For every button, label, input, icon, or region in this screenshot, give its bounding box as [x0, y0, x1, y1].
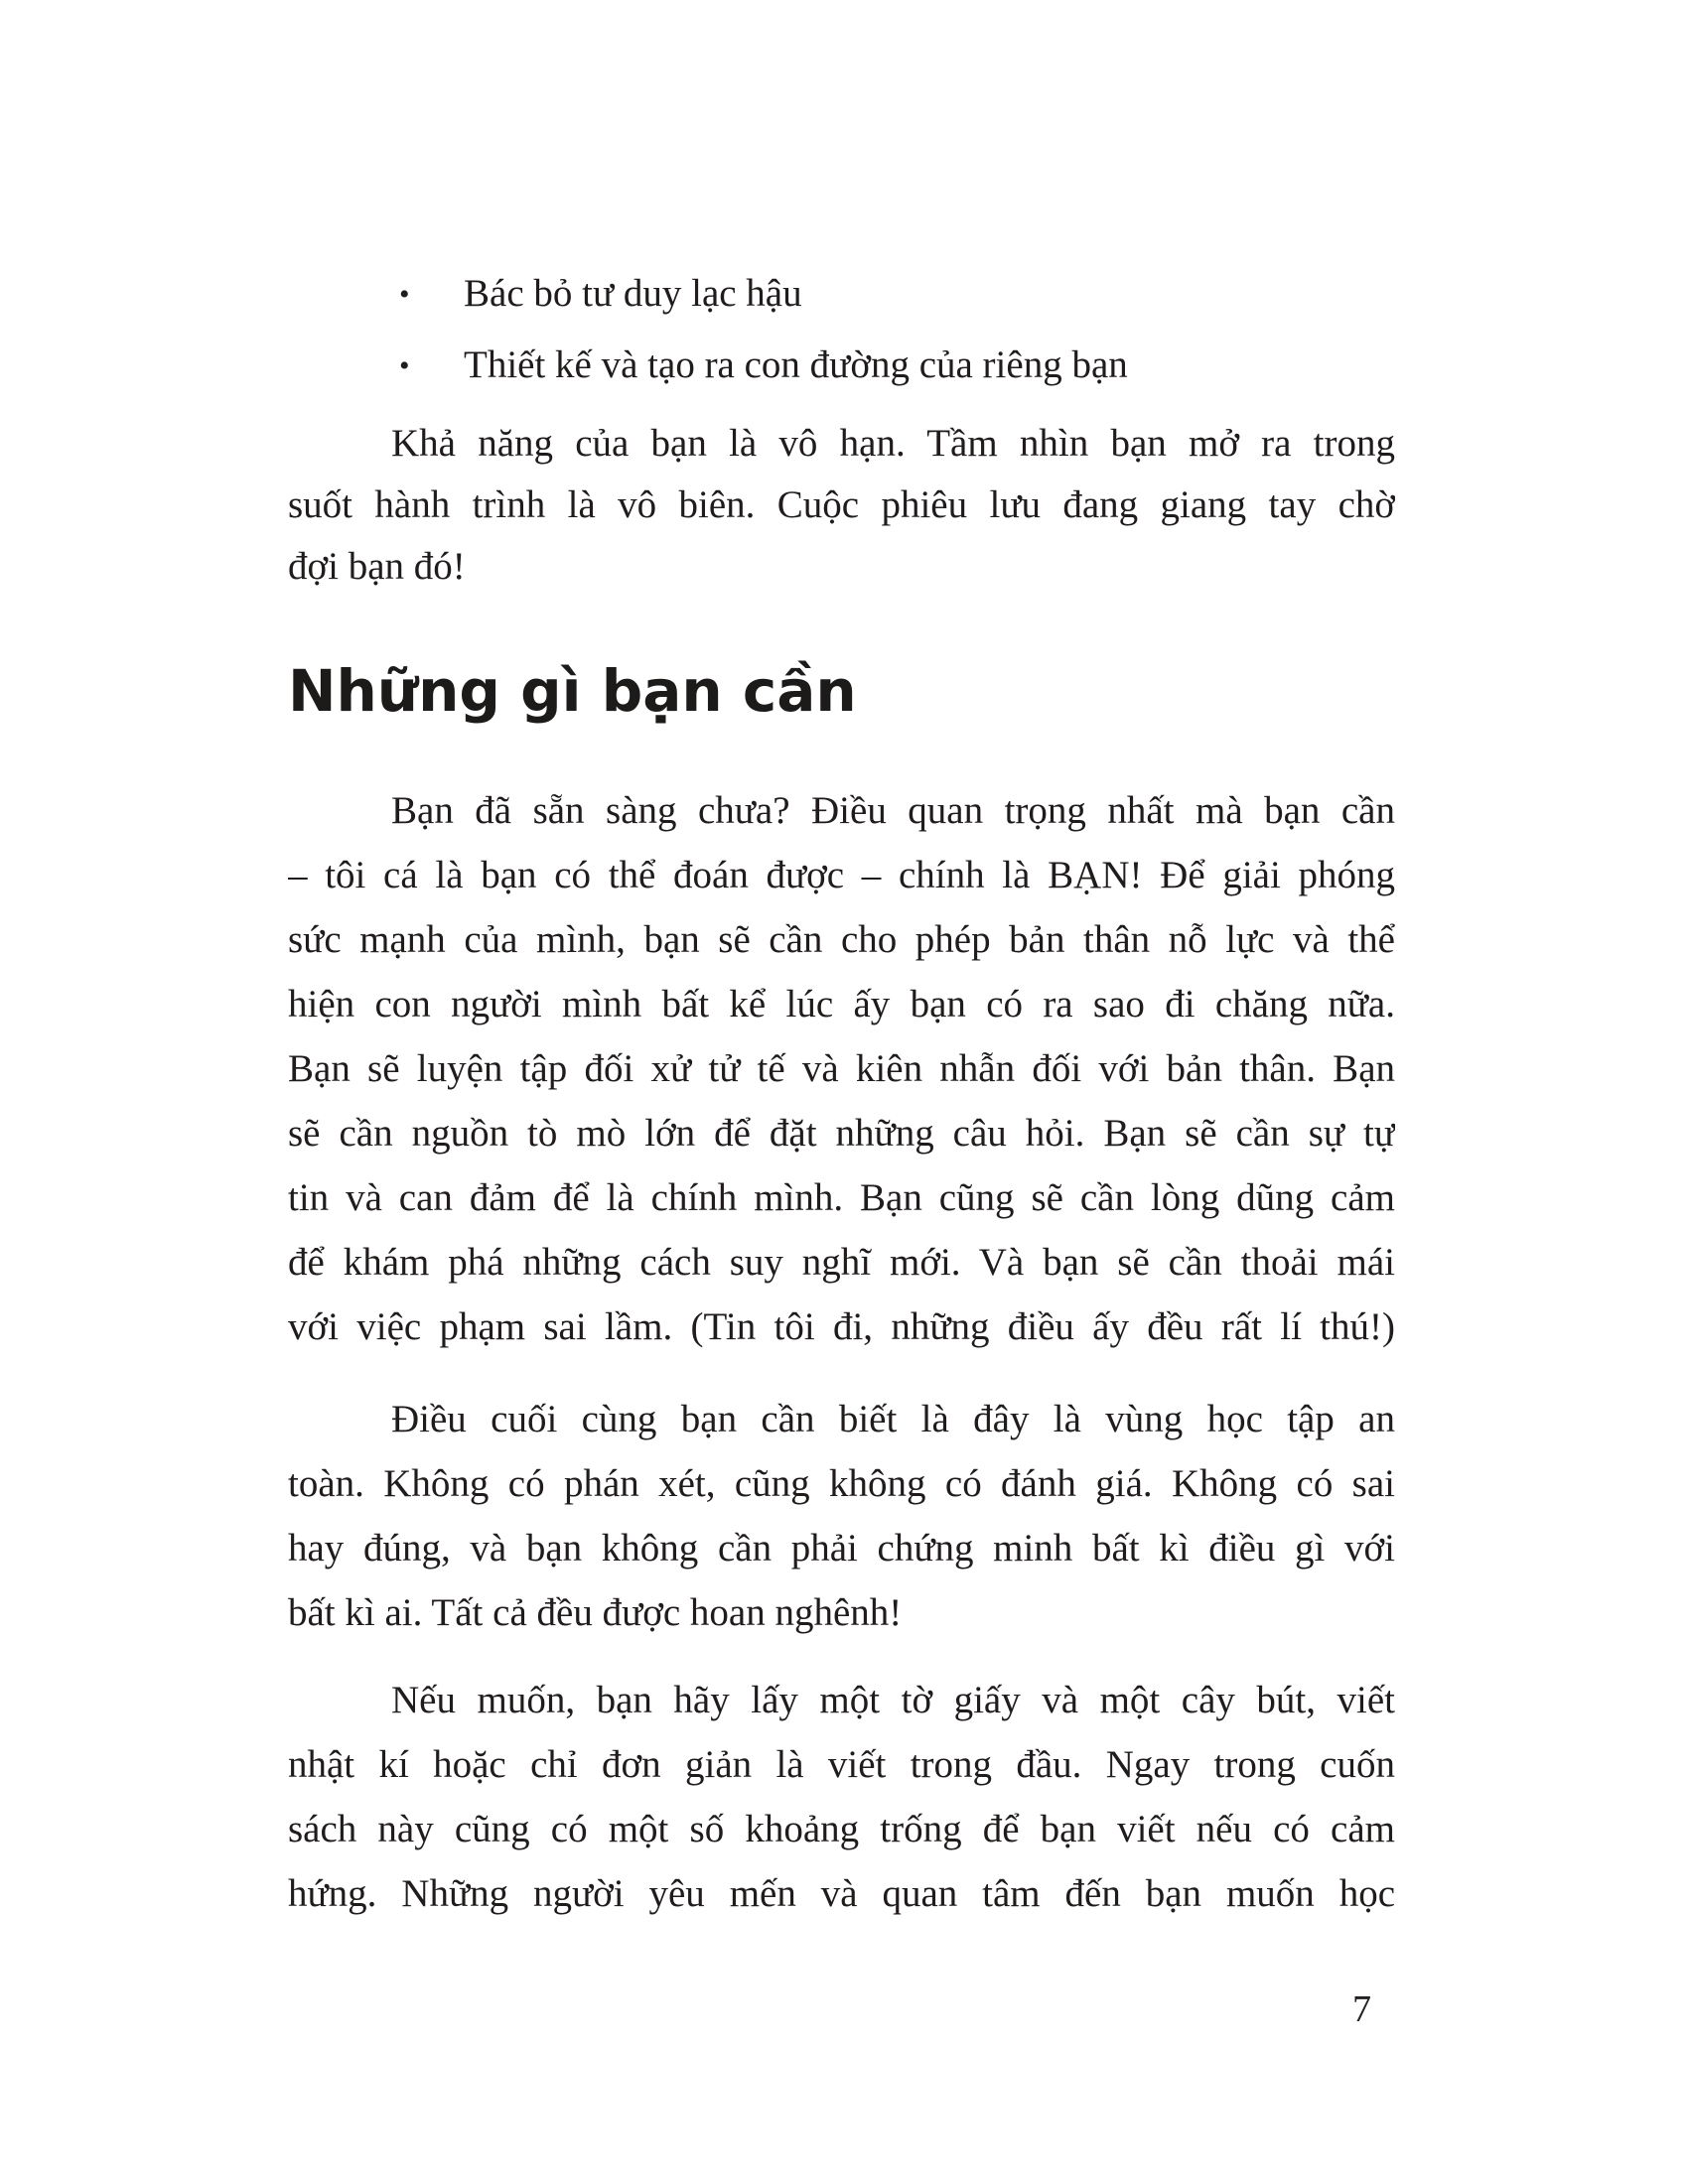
body-paragraph: [288, 778, 1395, 1359]
text-line: Nếu muốn, bạn hãy lấy một tờ giấy và một cây bút, viết: [391, 1679, 1395, 1721]
text-line: – tôi cá là bạn có thể đoán được – chính là BẠN! Để giải phóng: [288, 854, 1395, 896]
body-paragraph: [288, 1387, 1395, 1645]
text-line: hứng. Những người yêu mến và quan tâm đến bạn muốn học: [288, 1872, 1395, 1915]
bullet-text: Thiết kế và tạo ra con đường của riêng bạn: [464, 343, 1128, 386]
text-line: bất kì ai. Tất cả đều được hoan nghênh!: [288, 1591, 903, 1634]
text-line: để khám phá những cách suy nghĩ mới. Và bạn sẽ cần thoải mái: [288, 1241, 1395, 1284]
text-line: hay đúng, và bạn không cần phải chứng minh bất kì điều gì với: [288, 1527, 1395, 1570]
bullet-list: [288, 258, 1395, 401]
text-line: với việc phạm sai lầm. (Tin tôi đi, những điều ấy đều rất lí thú!): [288, 1305, 1395, 1348]
section-heading: Những gì bạn cần: [288, 657, 857, 725]
list-item: [288, 330, 1395, 401]
text-line: hiện con người mình bất kể lúc ấy bạn có ra sao đi chăng nữa.: [288, 983, 1395, 1025]
body-paragraph: [288, 1668, 1395, 1926]
text-line: nhật kí hoặc chỉ đơn giản là viết trong đầu. Ngay trong cuốn: [288, 1743, 1395, 1786]
text-line: Bạn đã sẵn sàng chưa? Điều quan trọng nhất mà bạn cần: [391, 789, 1395, 832]
intro-paragraph: [288, 413, 1395, 598]
bullet-text: Bác bỏ tư duy lạc hậu: [464, 272, 802, 315]
page-number: 7: [1352, 1988, 1371, 2030]
text-line: Điều cuối cùng bạn cần biết là đây là vùng học tập an: [391, 1398, 1395, 1440]
text-line: tin và can đảm để là chính mình. Bạn cũng sẽ cần lòng dũng cảm: [288, 1176, 1395, 1219]
bullet-icon: •: [399, 278, 410, 311]
bullet-icon: •: [399, 349, 410, 382]
text-line: sức mạnh của mình, bạn sẽ cần cho phép bản thân nỗ lực và thể: [288, 918, 1395, 961]
text-line: Bạn sẽ luyện tập đối xử tử tế và kiên nhẫn đối với bản thân. Bạn: [288, 1047, 1395, 1090]
text-line: suốt hành trình là vô biên. Cuộc phiêu lưu đang giang tay chờ: [288, 483, 1395, 526]
text-line: sách này cũng có một số khoảng trống để bạn viết nếu có cảm: [288, 1808, 1395, 1850]
text-line: Khả năng của bạn là vô hạn. Tầm nhìn bạn mở ra trong: [391, 422, 1395, 465]
text-line: toàn. Không có phán xét, cũng không có đánh giá. Không có sai: [288, 1462, 1395, 1505]
text-line: đợi bạn đó!: [288, 545, 466, 588]
list-item: [288, 258, 1395, 330]
text-line: sẽ cần nguồn tò mò lớn để đặt những câu hỏi. Bạn sẽ cần sự tự: [288, 1112, 1395, 1155]
